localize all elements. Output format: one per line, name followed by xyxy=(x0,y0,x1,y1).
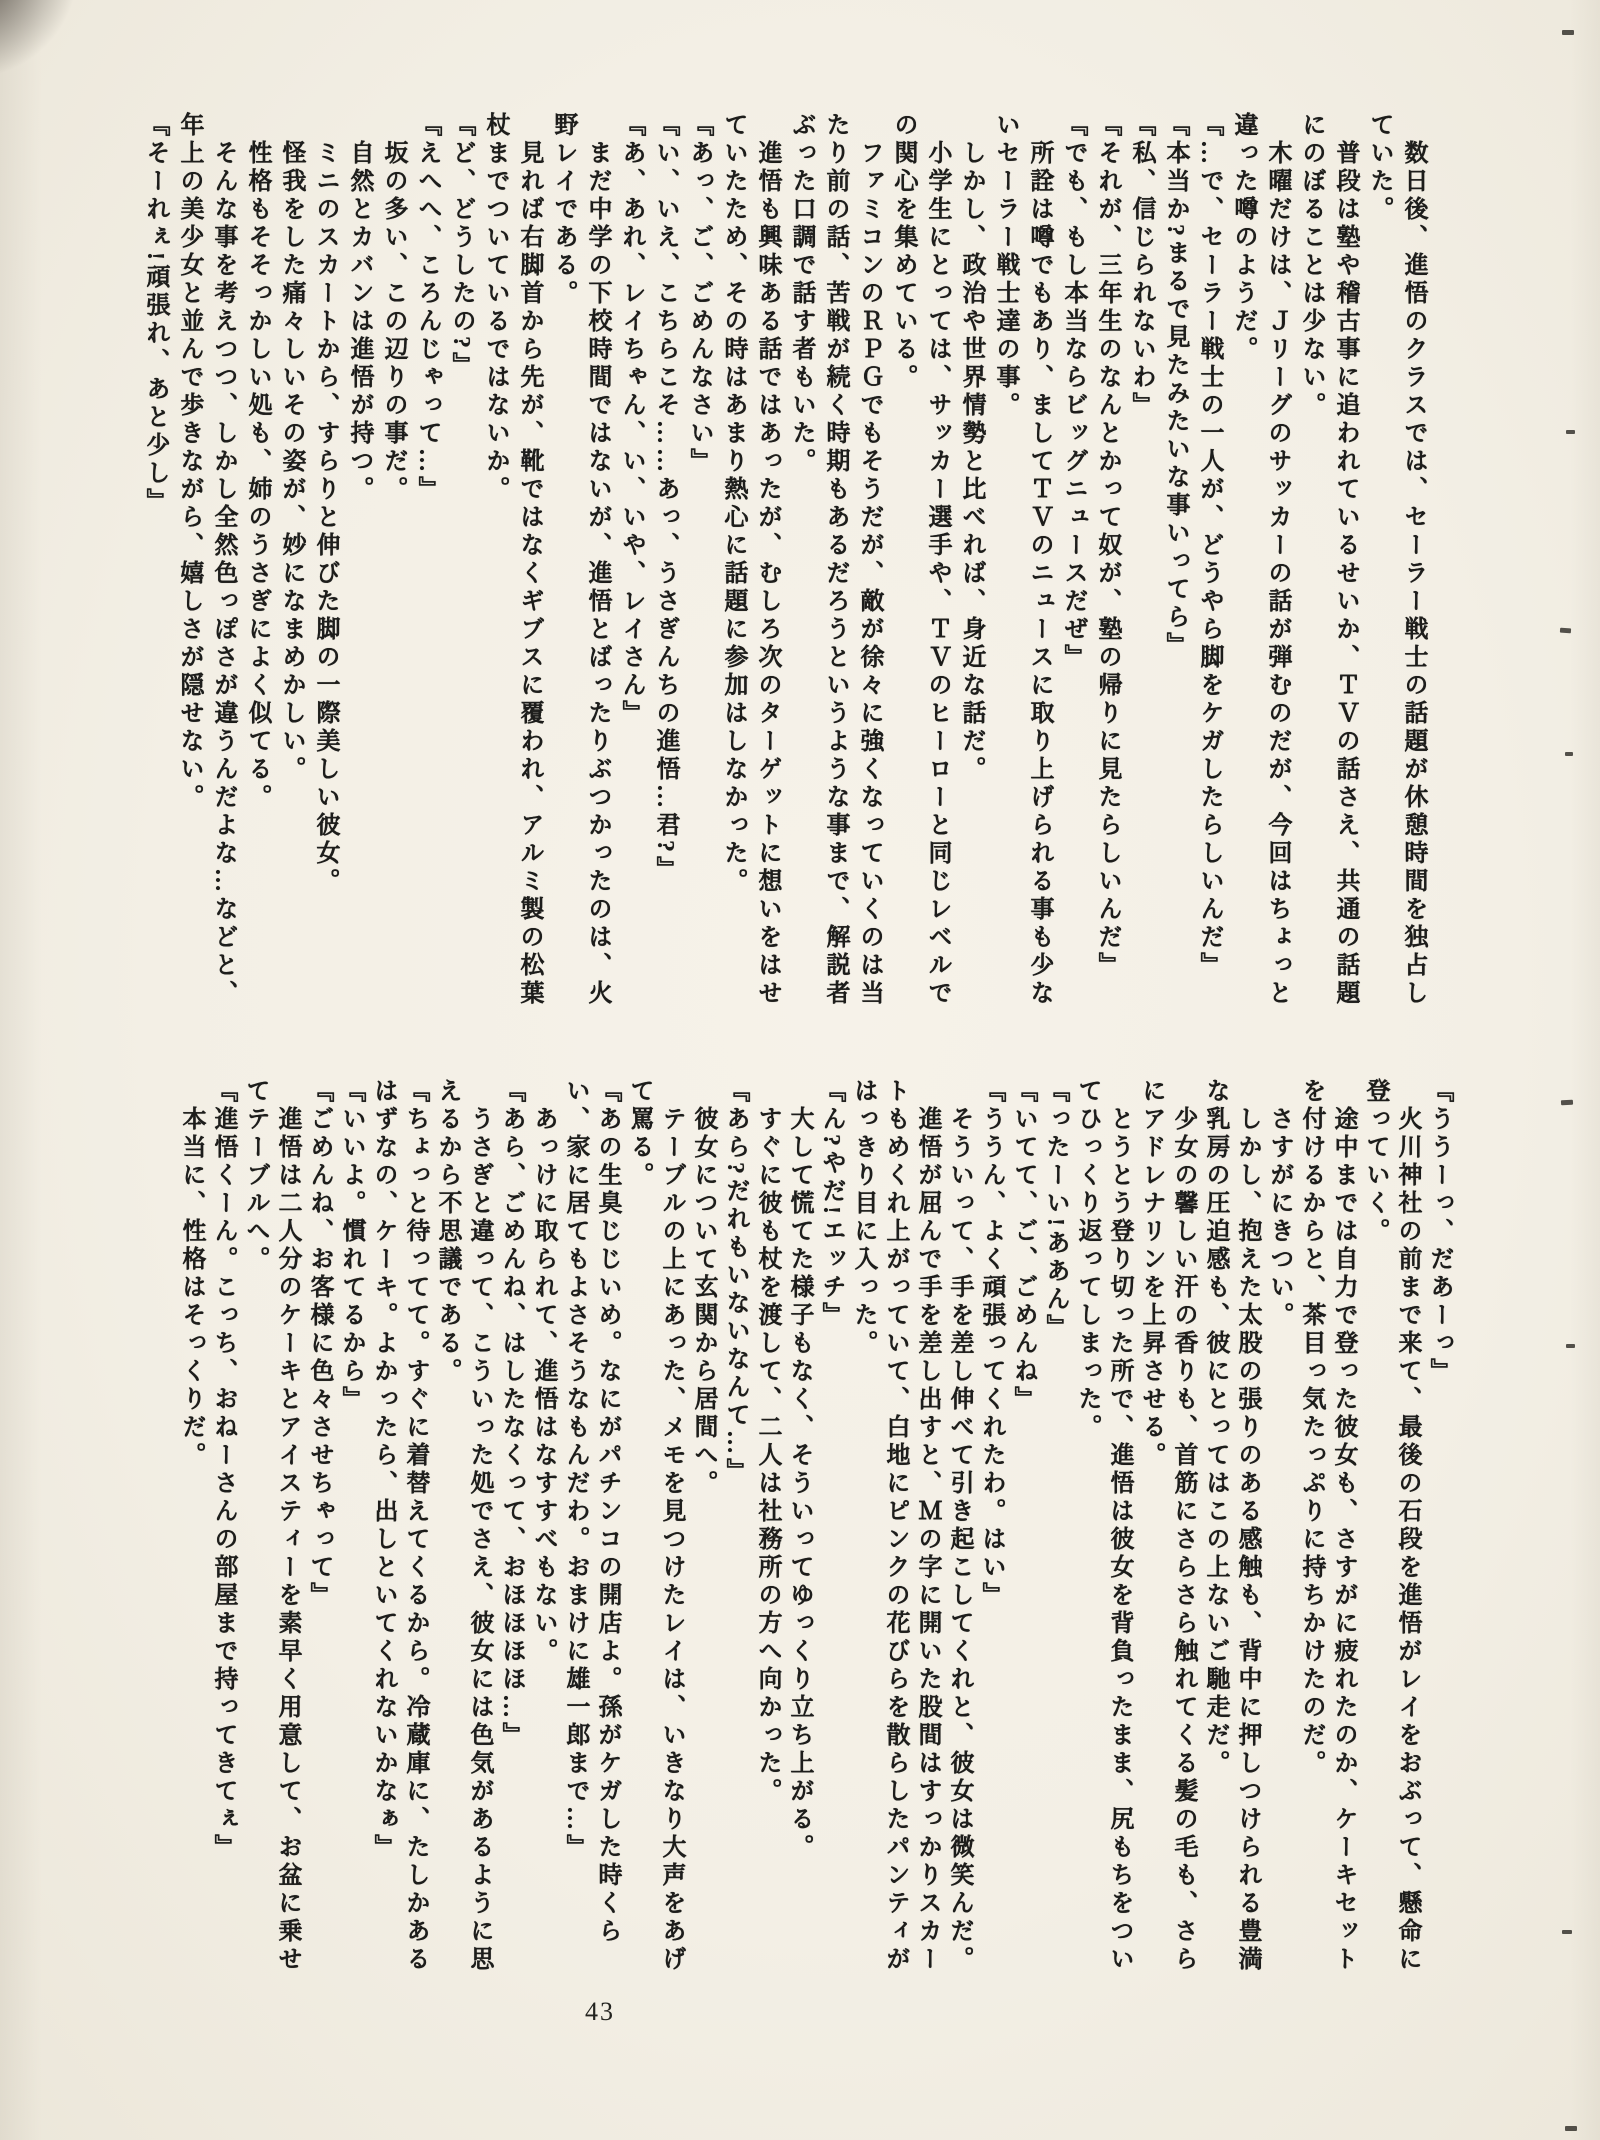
paragraph: 性格もそそっかしい処も、姉のうさぎによく似てる。 xyxy=(244,140,270,812)
paragraph: 『進悟くーん。こっち、おねーさんの部屋まで持ってきてぇ』 xyxy=(210,1078,236,1862)
paragraph: うさぎと違って、こういった処でさえ、彼女には色気があるように思えるから不思議である。 xyxy=(434,1078,492,1974)
paragraph: 彼女について玄関から居間へ。 xyxy=(690,1106,716,1498)
paragraph: 『ど、どうしたの?』 xyxy=(448,112,474,380)
paragraph: そういって、手を差し伸べて引き起こしてくれと、彼女は微笑んだ。 xyxy=(946,1106,972,1974)
scan-speck xyxy=(1566,430,1575,434)
scan-speck xyxy=(1565,752,1573,756)
paragraph: 小学生にとっては、サッカー選手や、ＴＶのヒーローと同じレベルでの関心を集めている。 xyxy=(890,112,950,1008)
paragraph: 『ごめんね、お客様に色々させちゃって』 xyxy=(306,1078,332,1610)
paragraph: 所詮は噂でもあり、ましてＴＶのニュースに取り上げられる事も少ないセーラー戦士達の事。 xyxy=(992,112,1052,1008)
paragraph: しかし、抱えた太股の張りのある感触も、背中に押しつけられる豊満な乳房の圧迫感も、彼にとってはこの上ないご馳走だ。 xyxy=(1202,1078,1260,1974)
paragraph: 『ううーっ、だあーっ』 xyxy=(1426,1078,1452,1386)
paragraph: 『それが、三年生のなんとかって奴が、塾の帰りに見たらしいんだ』 xyxy=(1094,112,1120,980)
paragraph: 『ったーい!ああん』 xyxy=(1042,1078,1068,1342)
paragraph: ミニのスカートから、すらりと伸びた脚の一際美しい彼女。 xyxy=(312,140,338,896)
paragraph: 『あら?だれもいないなんて…』 xyxy=(722,1078,748,1486)
paragraph: 大して慌てた様子もなく、そういってゆっくり立ち上がる。 xyxy=(786,1106,812,1862)
paragraph: 火川神社の前まで来て、最後の石段を進悟がレイをおぶって、懸命に登っていく。 xyxy=(1362,1078,1420,1974)
paragraph: 『ちょっと待ってて。すぐに着替えてくるから。冷蔵庫に、たしかあるはずなの、ケーキ。よかったら、出しといてくれないかなぁ』 xyxy=(370,1078,428,1974)
paragraph: 『そーれぇ!頑張れ、あと少し』 xyxy=(142,112,168,516)
paragraph: 進悟は二人分のケーキとアイスティーを素早く用意して、お盆に乗せてテーブルへ。 xyxy=(242,1078,300,1974)
paragraph: あっけに取られて、進悟はなすすべもない。 xyxy=(530,1106,556,1666)
paragraph: 普段は塾や稽古事に追われているせいか、ＴＶの話さえ、共通の話題にのぼることは少ない。 xyxy=(1298,112,1358,1008)
paragraph: 見れば右脚首から先が、靴ではなくギブスに覆われ、アルミ製の松葉杖までついているではないか。 xyxy=(482,112,542,1008)
paragraph: 『あら、ごめんね、はしたなくって、おほほほほ…』 xyxy=(498,1078,524,1750)
scan-speck xyxy=(1561,1100,1573,1106)
scan-speck xyxy=(1566,1344,1575,1348)
paragraph: 数日後、進悟のクラスでは、セーラー戦士の話題が休憩時間を独占していた。 xyxy=(1366,112,1426,1008)
paragraph: 『ううん、よく頑張ってくれたわ。はい』 xyxy=(978,1078,1004,1610)
scan-speck xyxy=(1562,30,1574,35)
paragraph: 『いてて、ご、ごめんね』 xyxy=(1010,1078,1036,1414)
scan-speck xyxy=(1565,2126,1577,2131)
paragraph: 坂の多い、この辺りの事だ。 xyxy=(380,140,406,504)
paragraph: 『えへへ、ころんじゃって…』 xyxy=(414,112,440,504)
paragraph: 木曜だけは、Ｊリーグのサッカーの話が弾むのだが、今回はちょっと違った噂のようだ。 xyxy=(1230,112,1290,1008)
paragraph: まだ中学の下校時間ではないが、進悟とばったりぶつかったのは、火野レイである。 xyxy=(550,112,610,1008)
paragraph: 『あの生臭じじいめ。なにがパチンコの開店よ。孫がケガした時くらい、家に居てもよさそうなもんだわ。おまけに雄一郎まで…』 xyxy=(562,1078,620,1946)
scan-speck xyxy=(1560,628,1571,634)
paragraph: そんな事を考えつつ、しかし全然色っぽさが違うんだよな…などと、年上の美少女と並んで歩きながら、嬉しさが隠せない。 xyxy=(176,112,236,1008)
paragraph: 『あっ、ご、ごめんなさい』 xyxy=(686,112,712,476)
paragraph: 『私、信じられないわ』 xyxy=(1128,112,1154,420)
paragraph: 『本当か?まるで見たみたいな事いってら』 xyxy=(1162,112,1188,660)
paragraph: 『ん?やだ!エッチ』 xyxy=(818,1078,844,1330)
paragraph: ファミコンのＲＰＧでもそうだが、敵が徐々に強くなっていくのは当たり前の話、苦戦が続く時期もあるだろうというような事まで、解説者ぶった口調で話す者もいた。 xyxy=(788,112,882,1008)
paragraph: 進悟も興味ある話ではあったが、むしろ次のターゲットに想いをはせていたため、その時はあまり熱心に話題に参加はしなかった。 xyxy=(720,112,780,1008)
page-number: 43 xyxy=(585,1997,615,2026)
story-text-top-block xyxy=(138,112,1430,1012)
scan-speck xyxy=(1562,1930,1572,1934)
paragraph: 『いいよ。慣れてるから』 xyxy=(338,1078,364,1414)
paragraph: 本当に、性格はそっくりだ。 xyxy=(178,1106,204,1470)
paragraph: 『あ、あれ、レイちゃん、い、いや、レイさん』 xyxy=(618,112,644,728)
paragraph: 自然とカバンは進悟が持つ。 xyxy=(346,140,372,504)
story-text-bottom-block xyxy=(175,1078,1455,1978)
paragraph: しかし、政治や世界情勢と比べれば、身近な話だ。 xyxy=(958,140,984,784)
paragraph: 途中までは自力で登った彼女も、さすがに疲れたのか、ケーキセットを付けるからと、茶目っ気たっぷりに持ちかけたのだ。 xyxy=(1298,1078,1356,1974)
paragraph: すぐに彼も杖を渡して、二人は社務所の方へ向かった。 xyxy=(754,1106,780,1806)
paragraph: 少女の馨しい汗の香りも、首筋にさらさら触れてくる髪の毛も、さらにアドレナリンを上昇させる。 xyxy=(1138,1078,1196,1974)
paragraph: とうとう登り切った所で、進悟は彼女を背負ったまま、尻もちをついてひっくり返ってしまった。 xyxy=(1074,1078,1132,1974)
paragraph: 怪我をした痛々しいその姿が、妙になまめかしい。 xyxy=(278,140,304,784)
paragraph: テーブルの上にあった、メモを見つけたレイは、いきなり大声をあげて罵る。 xyxy=(626,1078,684,1974)
paragraph: 進悟が屈んで手を差し出すと、Ｍの字に開いた股間はすっかりスカートもめくれ上がっていて、白地にピンクの花びらを散らしたパンティがはっきり目に入った。 xyxy=(850,1078,940,1974)
paragraph: さすがにきつい。 xyxy=(1266,1106,1292,1330)
paragraph: 『…で、セーラー戦士の一人が、どうやら脚をケガしたらしいんだ』 xyxy=(1196,112,1222,980)
paragraph: 『い、いえ、こちらこそ……あっ、うさぎんちの進悟…君?』 xyxy=(652,112,678,884)
paragraph: 『でも、もし本当ならビッグニュースだぜ』 xyxy=(1060,112,1086,672)
